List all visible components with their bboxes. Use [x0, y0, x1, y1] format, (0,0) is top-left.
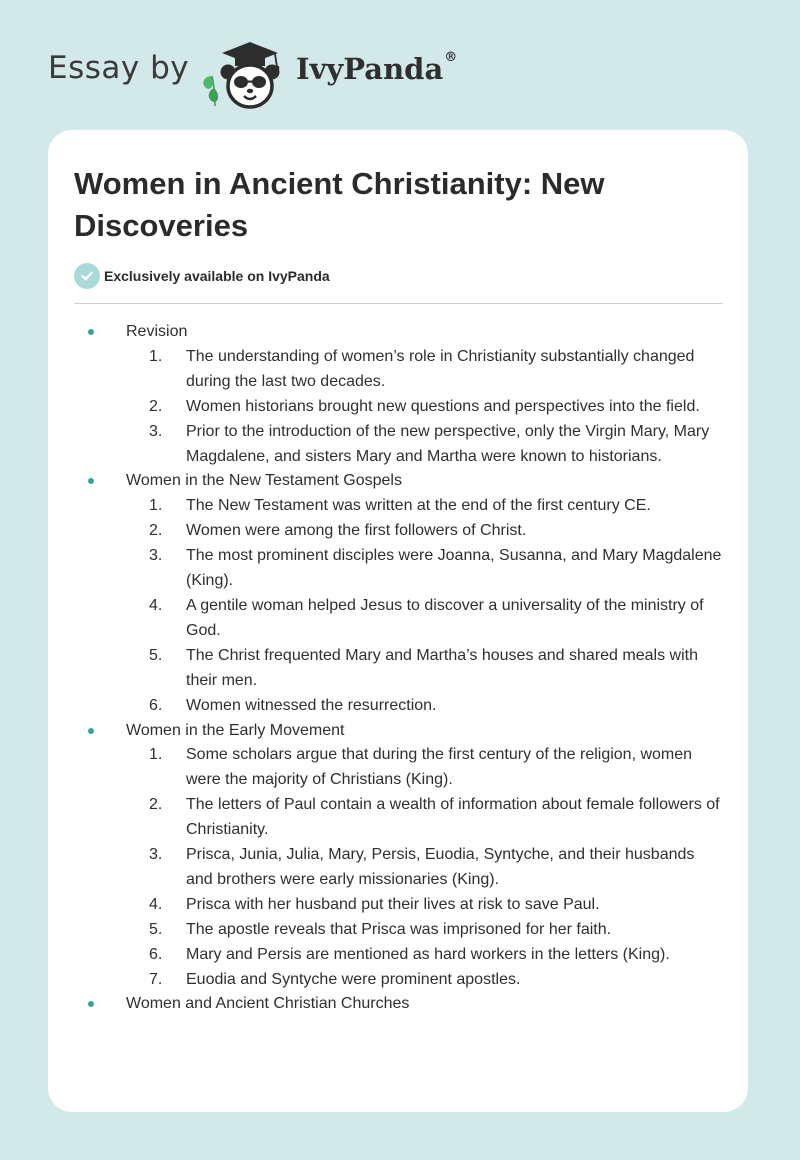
- section-heading: Women in the New Testament Gospels: [126, 472, 402, 490]
- list-item: [126, 420, 723, 470]
- checkmark-icon: [74, 263, 100, 289]
- list-item: [126, 594, 723, 644]
- outline-section: [78, 469, 723, 718]
- section-heading: Women in the Early Movement: [126, 721, 345, 739]
- item-text: Mary and Persis are mentioned as hard workers in the letters (King).: [186, 945, 670, 963]
- item-text: The New Testament was written at the end of the first century CE.: [186, 497, 651, 515]
- item-text: The most prominent disciples were Joanna, Susanna, and Mary Magdalene (King).: [186, 547, 722, 590]
- point-list: [126, 743, 723, 992]
- list-item: [126, 893, 723, 918]
- item-number: 5.: [149, 646, 163, 664]
- item-number: 1.: [149, 497, 163, 515]
- item-number: 1.: [149, 347, 163, 365]
- bullet-icon: [88, 329, 94, 335]
- item-number: 4.: [149, 895, 163, 913]
- essay-by-label: Essay by: [48, 50, 190, 86]
- brand-name[interactable]: [296, 52, 457, 86]
- exclusive-badge: [74, 263, 330, 289]
- item-text: Some scholars argue that during the first century of the religion, women were the majority of Christians (King).: [186, 746, 693, 789]
- list-item: [126, 843, 723, 893]
- bullet-icon: [88, 1001, 94, 1007]
- item-text: The Christ frequented Mary and Martha’s houses and shared meals with their men.: [186, 646, 698, 689]
- item-text: The apostle reveals that Prisca was imprisoned for her faith.: [186, 920, 612, 938]
- outline-section: [78, 320, 723, 469]
- exclusive-label: Exclusively available on IvyPanda: [104, 268, 330, 284]
- list-item: [126, 943, 723, 968]
- essay-outline: [78, 320, 723, 1017]
- section-heading: Women and Ancient Christian Churches: [126, 995, 410, 1013]
- site-header: [0, 0, 800, 130]
- list-item: [126, 968, 723, 993]
- point-list: [126, 494, 723, 718]
- item-number: 2.: [149, 522, 163, 540]
- item-text: Women witnessed the resurrection.: [186, 696, 437, 714]
- ivy-leaf-icon: [203, 76, 213, 89]
- item-number: 3.: [149, 846, 163, 864]
- list-item: [126, 694, 723, 719]
- item-number: 5.: [149, 920, 163, 938]
- outline-section: [78, 992, 723, 1017]
- list-item: [126, 395, 723, 420]
- item-number: 6.: [149, 696, 163, 714]
- list-item: [126, 544, 723, 594]
- item-text: The understanding of women’s role in Christianity substantially changed during the last two decades.: [186, 347, 695, 390]
- item-text: Prior to the introduction of the new perspective, only the Virgin Mary, Mary Magdalene, and sisters Mary and Martha were known to historians.: [186, 422, 710, 465]
- item-text: The letters of Paul contain a wealth of information about female followers of Christianity.: [186, 796, 720, 839]
- item-number: 3.: [149, 547, 163, 565]
- item-text: Women historians brought new questions and perspectives into the field.: [186, 397, 700, 415]
- item-number: 2.: [149, 397, 163, 415]
- item-text: Prisca, Junia, Julia, Mary, Persis, Euodia, Syntyche, and their husbands and brothers were early missionaries (King).: [186, 846, 695, 888]
- item-number: 6.: [149, 945, 163, 963]
- item-number: 3.: [149, 422, 163, 440]
- point-list: [126, 345, 723, 470]
- page-title: Women in Ancient Christianity: New Discoveries: [74, 166, 605, 243]
- outline-section: [78, 719, 723, 993]
- divider: [74, 303, 723, 304]
- list-item: [126, 793, 723, 843]
- list-item: [126, 918, 723, 943]
- list-item: [126, 345, 723, 395]
- brand-text: IvyPanda: [296, 52, 444, 86]
- item-text: Euodia and Syntyche were prominent apostles.: [186, 970, 521, 988]
- item-number: 2.: [149, 796, 163, 814]
- section-heading: Revision: [126, 323, 188, 340]
- item-number: 4.: [149, 596, 163, 614]
- bullet-icon: [88, 728, 94, 734]
- item-text: A gentile woman helped Jesus to discover a universality of the ministry of God.: [186, 596, 704, 639]
- panda-logo-icon[interactable]: [200, 36, 292, 110]
- registered-mark: ®: [444, 50, 458, 65]
- item-number: 1.: [149, 746, 163, 764]
- list-item: [126, 743, 723, 793]
- essay-card: [48, 130, 748, 1112]
- bullet-icon: [88, 478, 94, 484]
- item-text: Prisca with her husband put their lives at risk to save Paul.: [186, 895, 600, 913]
- list-item: [126, 519, 723, 544]
- list-item: [126, 494, 723, 519]
- item-text: Women were among the first followers of Christ.: [186, 522, 527, 540]
- item-number: 7.: [149, 970, 163, 988]
- list-item: [126, 644, 723, 694]
